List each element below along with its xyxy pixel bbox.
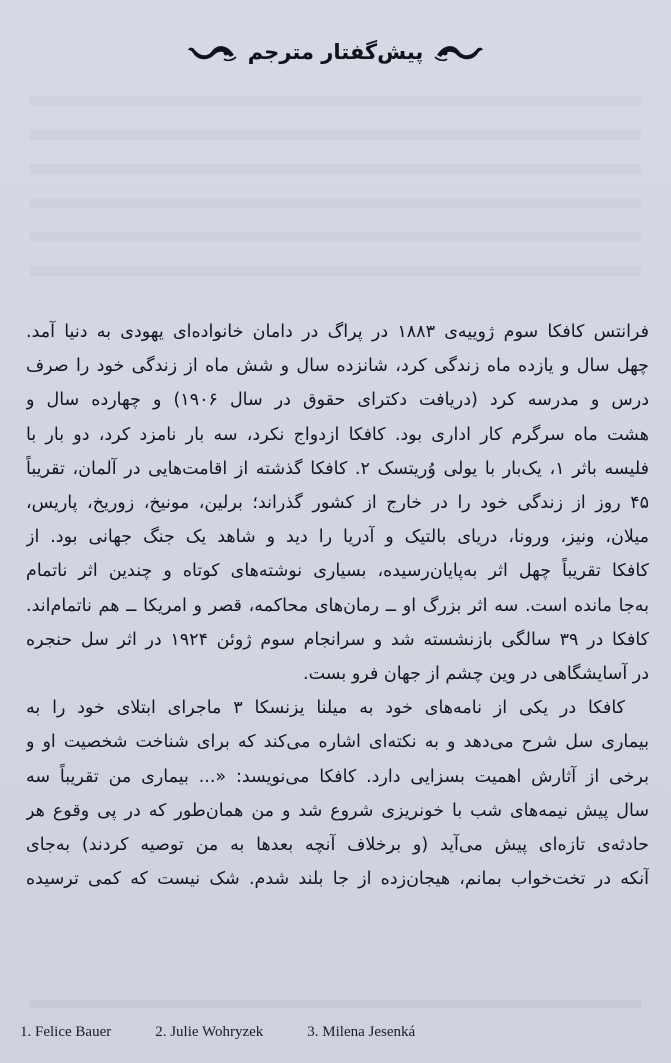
show-through-line (30, 1000, 641, 1008)
text-line: چهل سال و یازده ماه زندگی کرد، شانزده سال و شش ماه از زندگی خود را صرف (26, 356, 649, 377)
show-through-line (30, 164, 641, 174)
text-line: کافکا در یکی از نامه‌های خود به میلنا یزنسکا ۳ ماجرای ابتلای خود را به (26, 698, 625, 719)
show-through-line (30, 96, 641, 106)
dragon-ornament-icon (433, 39, 485, 65)
text-line: درس و مدرسه کرد (دریافت دکترای حقوق در سال ۱۹۰۶) و چهارده سال و (26, 390, 649, 411)
text-line: برخی از آثارش اهمیت بسزایی دارد. کافکا می‌نویسد: «... بیماری من تقریباً سه (26, 766, 649, 787)
text-line: سال پیش نیمه‌های شب با خونریزی شروع شد و من همان‌طور که در پی وقوع هر (26, 800, 649, 821)
footnote: 3. Milena Jesenká (307, 1024, 416, 1040)
show-through-line (30, 198, 641, 208)
text-line: کافکا در ۳۹ سالگی بازنشسته شد و سرانجام سوم ژوئن ۱۹۲۴ در اثر سل حنجره (26, 629, 649, 650)
text-line: ۴۵ روز از زندگی خود را در خارج از کشور گذراند؛ برلین، مونیخ، زوریخ، پاریس، (26, 493, 649, 514)
text-line: بیماری سل شرح می‌دهد و به نکته‌ای اشاره می‌کند که برای شناخت شخصیت او و (26, 732, 649, 753)
dragon-ornament-icon (186, 39, 238, 65)
text-line: میلان، ونیز، ورونا، دریای بالتیک و آدریا را دید و شاهد یک جنگ جهانی بود. از (26, 527, 649, 548)
text-line: در آسایشگاهی در وین چشم از جهان فرو بست. (303, 664, 649, 685)
footnotes (20, 1024, 651, 1050)
show-through-line (30, 266, 641, 276)
page-title: پیش‌گفتار مترجم (247, 40, 424, 64)
show-through-line (30, 232, 641, 242)
text-line: هشت ماه سرگرم کار اداری بود. کافکا ازدواج نکرد، سه بار نامزد کرد، دو بار با (26, 424, 649, 445)
footnote: 1. Felice Bauer (20, 1024, 112, 1040)
body-text (26, 315, 649, 896)
text-line: فلیسه باثر ۱، یک‌بار با یولی وُریتسک ۲. کافکا گذشته از اقامت‌هایی در آلمان، تقریباً (26, 458, 649, 479)
text-line: آنکه در تخت‌خواب بمانم، هیجان‌زده از جا بلند شدم. شک نیست که کمی ترسیده (26, 869, 649, 890)
chapter-header (0, 34, 671, 70)
footnote: 2. Julie Wohryzek (155, 1024, 264, 1040)
text-line: کافکا تقریباً چهل اثر به‌پایان‌رسیده، بسیاری نوشته‌های کوتاه و چندین اثر ناتمام (26, 561, 649, 582)
paragraph (26, 691, 649, 896)
paragraph (26, 315, 649, 691)
text-line: حادثه‌ی تازه‌ای پیش می‌آید (و برخلاف آنچه بعدها به من توصیه کردند) به‌جای (26, 835, 649, 856)
text-line: فرانتس کافکا سوم ژوییه‌ی ۱۸۸۳ در پراگ در دامان خانواده‌ای یهودی به دنیا آمد. (26, 322, 649, 342)
show-through-line (30, 130, 641, 140)
text-line: به‌جا مانده است. سه اثر بزرگ او ــ رمان‌های محاکمه، قصر و امریکا ــ هم ناتمام‌اند. (26, 595, 649, 616)
